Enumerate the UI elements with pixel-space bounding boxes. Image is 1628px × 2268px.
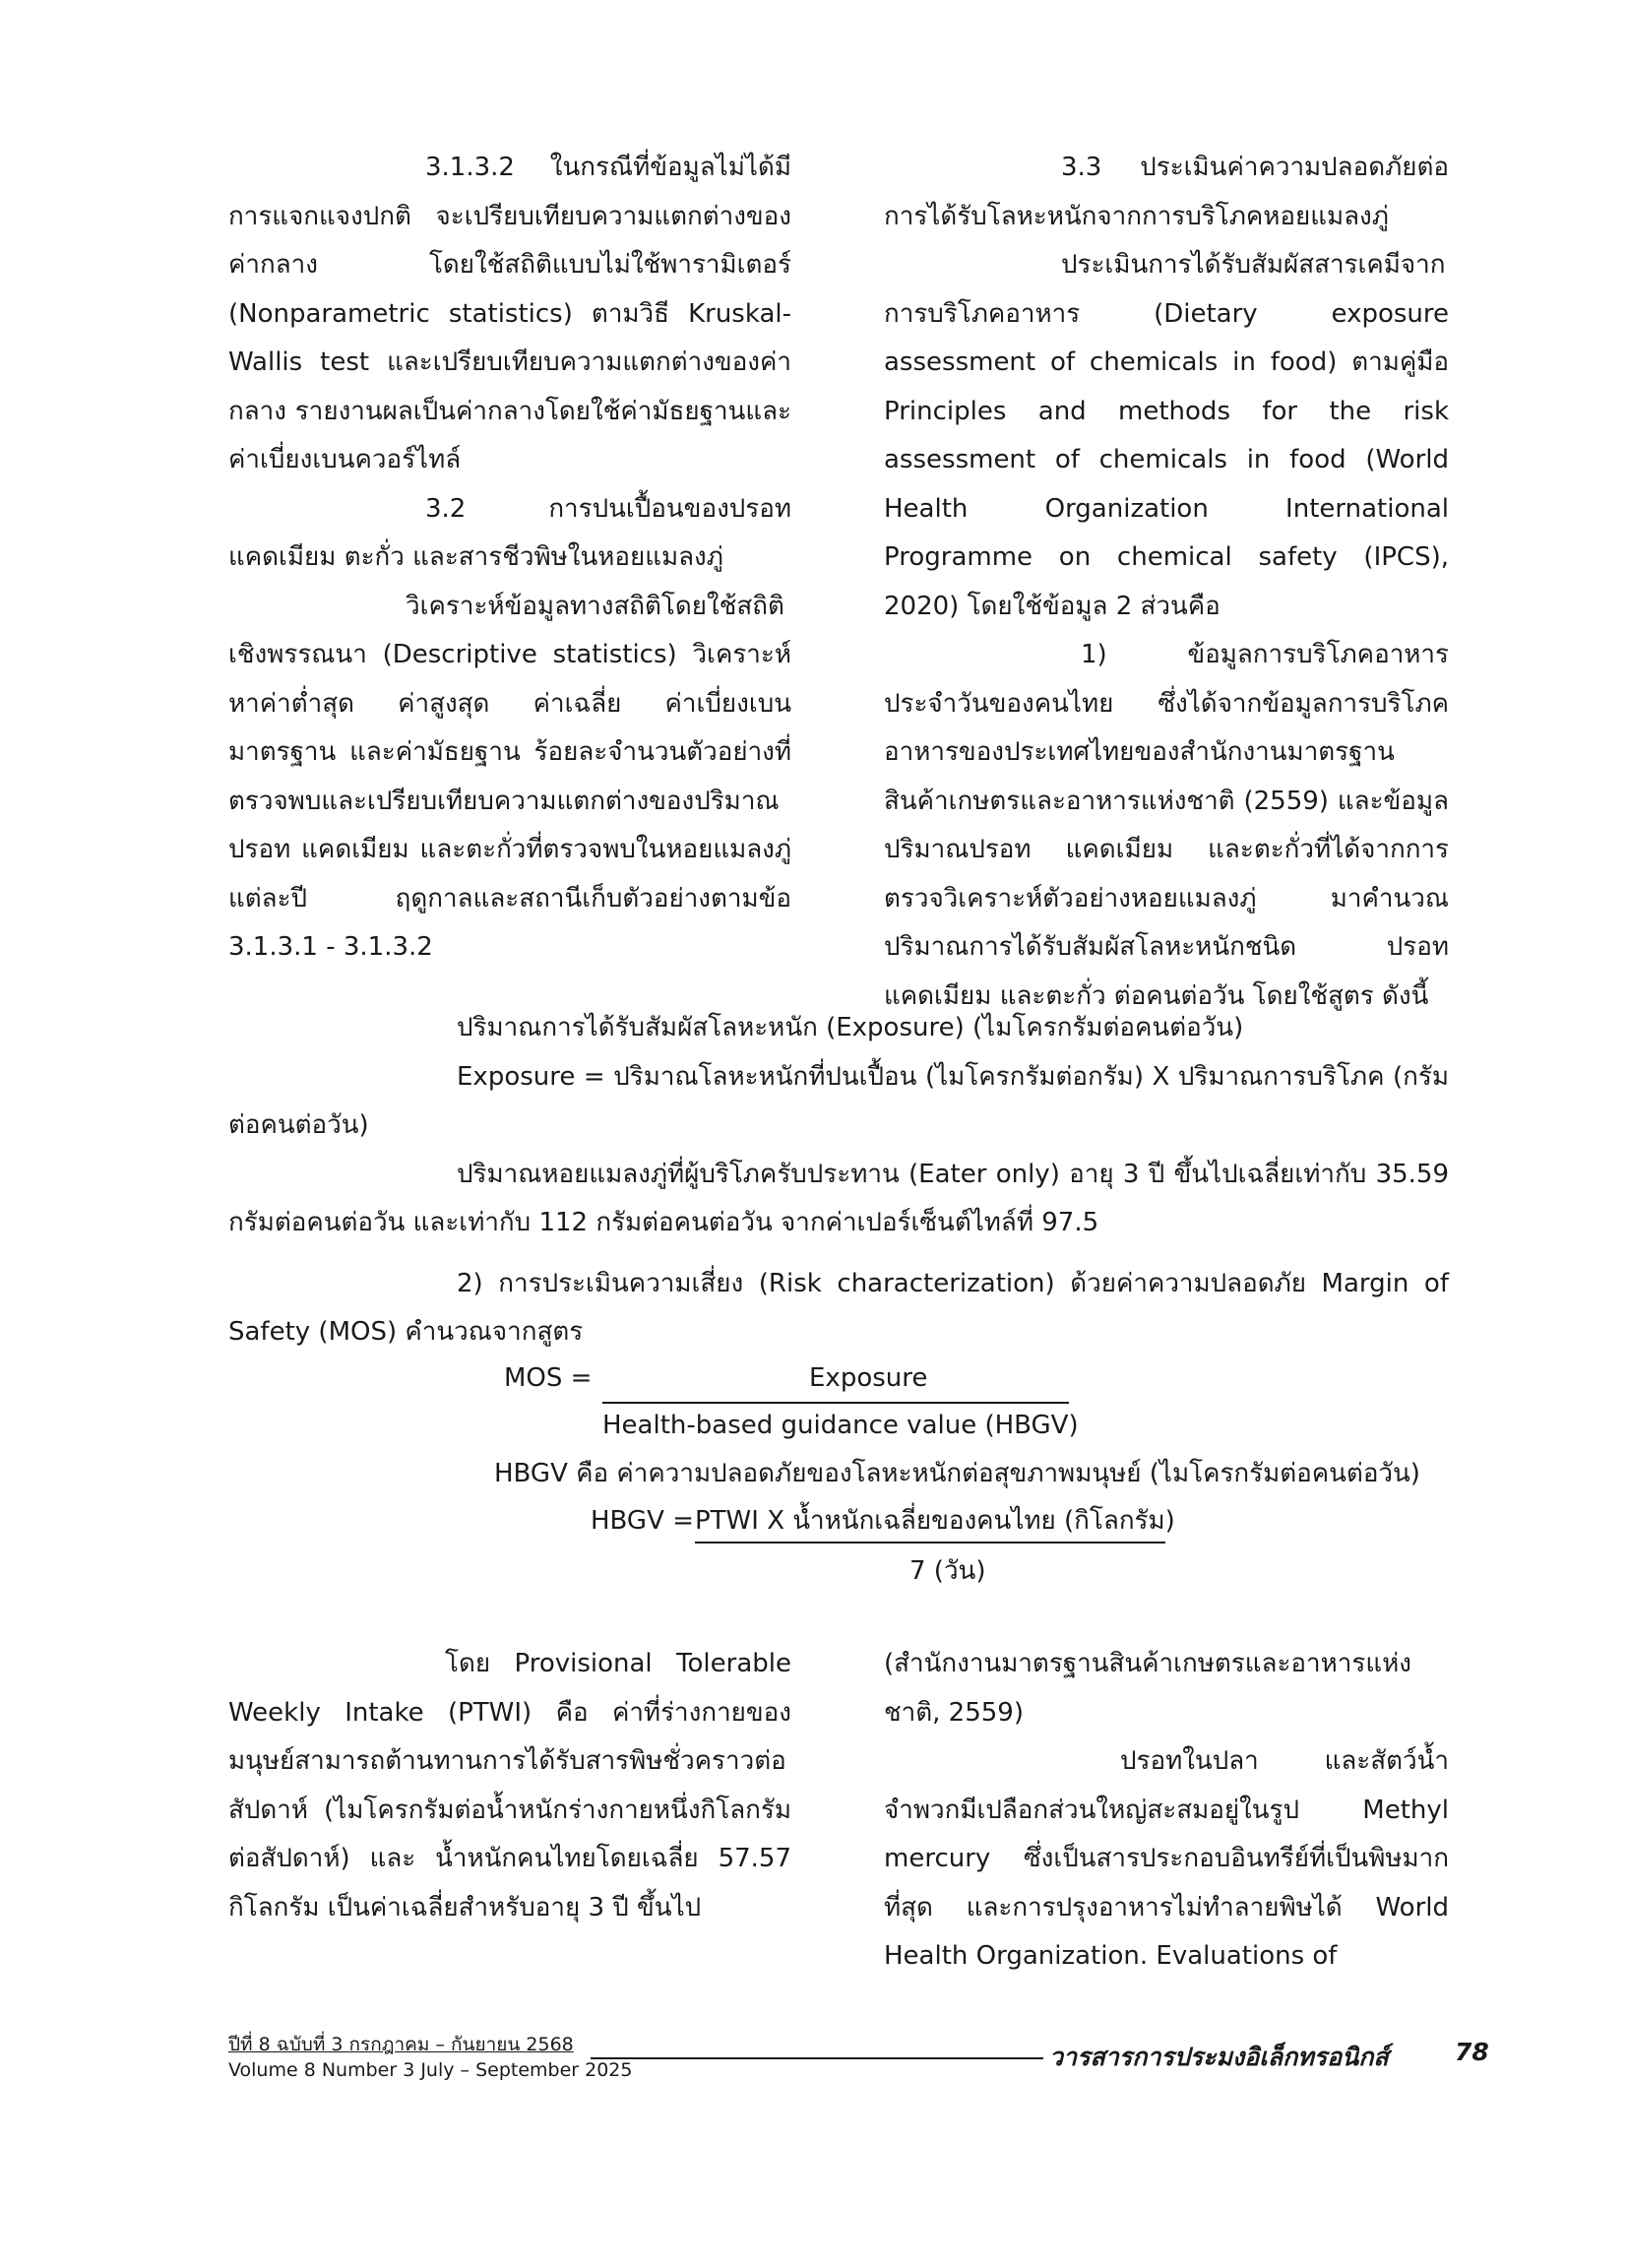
right-column-top	[884, 144, 1449, 1021]
exposure-title: ปริมาณการได้รับสัมผัสโลหะหนัก (Exposure) (ไมโครกรัมต่อคนต่อวัน)	[457, 1013, 1244, 1042]
hbgv-numerator: PTWI X น้ำหนักเฉลี่ยของคนไทย (กิโลกรัม)	[695, 1506, 1175, 1536]
paragraph-ptwi: โดย Provisional Tolerable Weekly Intake (PTWI) คือ ค่าที่ร่างกายของมนุษย์สามารถต้านทานการได้รับสารพิษชั่วคราวต่อสัปดาห์ (ไมโครกรัมต่อน้ำหนักร่างกายหนึ่งกิโลกรัมต่อสัปดาห์) และ น้ำหนักคนไทยโดยเฉลี่ย 57.57 กิโลกรัม เป็นค่าเฉลี่ยสำหรับอายุ 3 ปี ขึ้นไป	[228, 1649, 791, 1922]
right-column-bottom	[884, 1640, 1449, 1982]
eater-only-paragraph: ปริมาณหอยแมลงภู่ที่ผู้บริโภครับประทาน (Eater only) อายุ 3 ปี ขึ้นไปเฉลี่ยเท่ากับ 35.59 กรัมต่อคนต่อวัน และเท่ากับ 112 กรัมต่อคนต่อวัน จากค่าเปอร์เซ็นต์ไทล์ที่ 97.5	[228, 1159, 1449, 1237]
mos-fraction-bar	[602, 1402, 1069, 1404]
paragraph-consumption-data: 1) ข้อมูลการบริโภคอาหารประจำวันของคนไทย ซึ่งได้จากข้อมูลการบริโภคอาหารของประเทศไทยของสำนักงานมาตรฐานสินค้าเกษตรและอาหารแห่งชาติ (2559) และข้อมูลปริมาณปรอท แคดเมียม และตะกั่วที่ได้จากการตรวจวิเคราะห์ตัวอย่างหอยแมลงภู่ มาคำนวณปริมาณการได้รับสัมผัสโลหะหนักชนิด ปรอท แคดเมียม และตะกั่ว ต่อคนต่อวัน โดยใช้สูตร ดังนี้	[884, 640, 1449, 1011]
paragraph-citation: (สำนักงานมาตรฐานสินค้าเกษตรและอาหารแห่งชาติ, 2559)	[884, 1649, 1411, 1728]
paragraph-mercury: ปรอทในปลา และสัตว์น้ำจำพวกมีเปลือกส่วนใหญ่สะสมอยู่ในรูป Methyl mercury ซึ่งเป็นสารประกอบอินทรีย์ที่เป็นพิษมากที่สุด และการปรุงอาหารไม่ทำลายพิษได้ World Health Organization. Evaluations of	[884, 1746, 1449, 1971]
hbgv-fraction-bar	[695, 1542, 1165, 1544]
mos-denominator: Health-based guidance value (HBGV)	[602, 1411, 1079, 1440]
footer-issue-thai: ปีที่ 8 ฉบับที่ 3 กรกฎาคม – กันยายน 2568	[228, 2034, 574, 2055]
mos-numerator: Exposure	[809, 1363, 928, 1393]
paragraph-3-1-3-2: 3.1.3.2 ในกรณีที่ข้อมูลไม่ได้มีการแจกแจงปกติ จะเปรียบเทียบความแตกต่างของค่ากลาง โดยใช้สถิติแบบไม่ใช้พารามิเตอร์ (Nonparametric statistics) ตามวิธี Kruskal-Wallis test และเปรียบเทียบความแตกต่างของค่ากลาง รายงานผลเป็นค่ากลางโดยใช้ค่ามัธยฐานและค่าเบี่ยงเบนควอร์ไทล์	[228, 153, 791, 474]
heading-3-3: 3.3 ประเมินค่าความปลอดภัยต่อการได้รับโลหะหนักจากการบริโภคหอยแมลงภู่	[884, 153, 1449, 231]
heading-3-2: 3.2 การปนเปื้อนของปรอท แคดเมียม ตะกั่ว และสารชีวพิษในหอยแมลงภู่	[228, 493, 791, 572]
hbgv-lhs: HBGV =	[591, 1506, 694, 1536]
exposure-formula: Exposure = ปริมาณโลหะหนักที่ปนเปื้อน (ไมโครกรัมต่อกรัม) X ปริมาณการบริโภค (กรัมต่อคนต่อวัน)	[228, 1061, 1449, 1140]
left-column-top	[228, 144, 791, 973]
footer-issue-english: Volume 8 Number 3 July – September 2025	[228, 2059, 633, 2081]
footer-journal-name: วารสารการประมงอิเล็กทรอนิกส์	[1049, 2043, 1389, 2071]
hbgv-denominator: 7 (วัน)	[909, 1556, 986, 1586]
left-column-bottom	[228, 1640, 791, 1932]
footer-rule	[591, 2057, 1043, 2059]
exposure-section	[228, 1004, 1449, 1357]
paragraph-stats: วิเคราะห์ข้อมูลทางสถิติโดยใช้สถิติเชิงพรรณนา (Descriptive statistics) วิเคราะห์หาค่าต่ำสุด ค่าสูงสุด ค่าเฉลี่ย ค่าเบี่ยงเบนมาตรฐาน และค่ามัธยฐาน ร้อยละจำนวนตัวอย่างที่ตรวจพบและเปรียบเทียบความแตกต่างของปริมาณปรอท แคดเมียม และตะกั่วที่ตรวจพบในหอยแมลงภู่แต่ละปี ฤดูกาลและสถานีเก็บตัวอย่างตามข้อ 3.1.3.1 - 3.1.3.2	[228, 591, 791, 962]
paragraph-exposure-assessment: ประเมินการได้รับสัมผัสสารเคมีจากการบริโภคอาหาร (Dietary exposure assessment of chemicals in food) ตามคู่มือ Principles and methods for the risk assessment of chemicals in food (World Health Organization International Programme on chemical safety (IPCS), 2020) โดยใช้ข้อมูล 2 ส่วนคือ	[884, 250, 1449, 621]
mos-lhs: MOS =	[504, 1363, 593, 1393]
hbgv-definition: HBGV คือ ค่าความปลอดภัยของโลหะหนักต่อสุขภาพมนุษย์ (ไมโครกรัมต่อคนต่อวัน)	[494, 1459, 1420, 1488]
page-number: 78	[1455, 2038, 1489, 2066]
risk-paragraph: 2) การประเมินความเสี่ยง (Risk characterization) ด้วยค่าความปลอดภัย Margin of Safety (MOS) คำนวณจากสูตร	[228, 1268, 1449, 1347]
footer-issue	[228, 2032, 633, 2083]
